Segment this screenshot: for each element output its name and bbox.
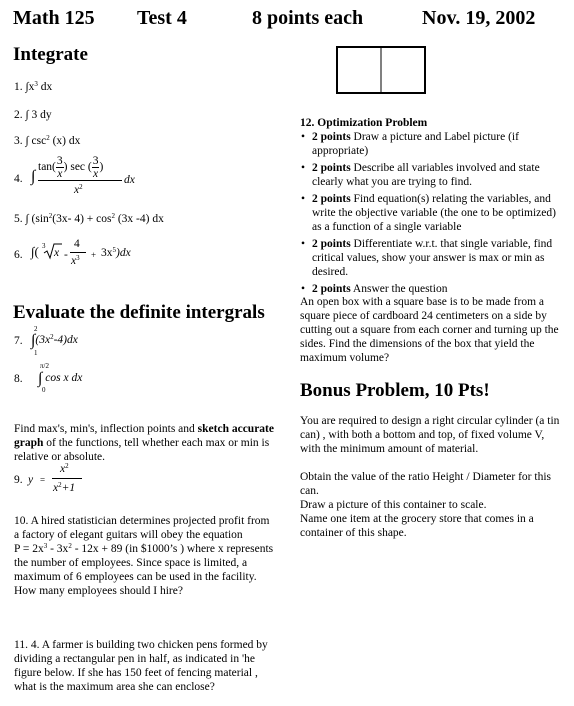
- numerator: $x^2$: [60, 462, 69, 475]
- lower-limit: 0: [42, 386, 46, 394]
- test-title: Test 4: [137, 7, 187, 29]
- bullet-item: • 2 points Describe all variables involved and state clearly what you are trying to find.: [300, 161, 566, 189]
- bullet-item: • 2 points Answer the question: [300, 282, 566, 296]
- problem-number: 4.: [14, 173, 23, 185]
- problem-3: 3. ∫ $\csc^2 (x)$ dx: [14, 134, 81, 147]
- bonus-para-4: Name one item at the grocery store that comes in a container of this shape.: [300, 513, 534, 539]
- problem-number: 6.: [14, 249, 23, 261]
- bonus-para-1: You are required to design a right circular cylinder (a tin can) , with both a bottom and top, of fixed volume V, with the minimum amount of material.: [300, 415, 560, 455]
- problem-5: 5. ∫ ($\sin^2(3x-$ $4) + \cos^2 (3x$ -4) dx: [14, 212, 164, 225]
- course-title: Math 125: [13, 7, 95, 29]
- plus-sign: +: [91, 250, 97, 260]
- problem-number: 5.: [14, 213, 23, 225]
- numerator-four: 4: [74, 238, 80, 250]
- integral-sign: ∫: [31, 168, 36, 185]
- maxmin-instructions: Find max's, min's, inflection points and sketch accurate graph of the functions, tell whether each max or min is relative or absolute.: [14, 423, 274, 463]
- problem-number: 2.: [14, 109, 23, 121]
- problem-12-title: 12. Optimization Problem: [300, 117, 428, 129]
- root-index: 3: [42, 242, 46, 250]
- y-variable: y: [28, 474, 34, 486]
- bullet-item: • 2 points Draw a picture and Label picture (if appropriate): [300, 130, 566, 158]
- problem-11: 11. 4. A farmer is building two chicken pens formed by dividing a rectangular pen in half, as indicated in 'he figure below. If she has 150 feet of fencing material , what is the maximum area she can enclose?: [14, 639, 268, 693]
- fraction-bar: [52, 478, 82, 479]
- box-problem: An open box with a square base is to be made from a square piece of cardboard 24 centimeters on a side by cutting out a square from each corner and turning up the sides. Find the dimensions of the box that yield the maximum volume?: [300, 296, 559, 364]
- test-date: Nov. 19, 2002: [422, 7, 536, 29]
- denominator: $x^3$: [71, 254, 80, 267]
- radical-sign: [43, 242, 63, 260]
- bullet-item: • 2 points Differentiate w.r.t. that single variable, find critical values, show your answer is max or min as desired.: [300, 237, 566, 279]
- definite-heading: Evaluate the definite intergrals: [13, 302, 265, 323]
- lower-limit: 1: [34, 349, 38, 357]
- root-argument: x: [54, 247, 60, 259]
- upper-limit: π/2: [40, 362, 49, 370]
- grading-bullets: [300, 130, 566, 299]
- denominator: $x^2+1$: [53, 481, 76, 494]
- open-integral: ∫(: [31, 244, 39, 259]
- equals-sign: =: [40, 475, 46, 485]
- problem-number: 7.: [14, 335, 23, 347]
- dx-term: dx: [124, 174, 135, 186]
- problem-1: 1. $\int x^3$ dx: [14, 80, 53, 93]
- problem-number: 9.: [14, 474, 23, 486]
- integrate-heading: Integrate: [13, 44, 88, 65]
- minus-sign: -: [64, 249, 68, 261]
- upper-limit: 2: [34, 325, 38, 333]
- problem-10: 10. A hired statistician determines projected profit from a factory of elegant guitars will obey the equation $P = 2x^3 - 3x^2 - 12x + 89$ (in $1000’s ) where x represents the number of employees. Since space is limited, a maximum of 6 employees can be used in the facility. How many employees should I hire?: [14, 515, 274, 597]
- bonus-para-2: Obtain the value of the ratio Height / Diameter for this can.: [300, 471, 552, 497]
- power-term: $3x^5)dx$: [101, 246, 131, 259]
- problem-2: 2. ∫ 3 dy: [14, 109, 52, 121]
- integral-expression: $\int(3x^2-4)dx$: [31, 332, 78, 349]
- problem-number: 8.: [14, 373, 23, 385]
- fraction-bar: [38, 180, 122, 181]
- bonus-heading: Bonus Problem, 10 Pts!: [300, 380, 490, 401]
- denominator: $x^2$: [74, 183, 83, 196]
- points-label: 8 points each: [252, 7, 364, 29]
- fraction-bar: [70, 252, 86, 253]
- problem-number: 3.: [14, 135, 23, 147]
- bonus-para-3: Draw a picture of this container to scale.: [300, 499, 487, 511]
- tan-term: tan( $\frac{3}{x}$ ) sec ( $\frac{3}{x}$ ): [38, 155, 104, 180]
- problem-number: 1.: [14, 81, 23, 93]
- integral-expression: ∫ cos x dx: [38, 370, 83, 387]
- chicken-pen-figure: [336, 46, 426, 94]
- bullet-item: • 2 points Find equation(s) relating the variables, and write the objective variable (the one to be optimized) as a function of a single variable: [300, 192, 566, 234]
